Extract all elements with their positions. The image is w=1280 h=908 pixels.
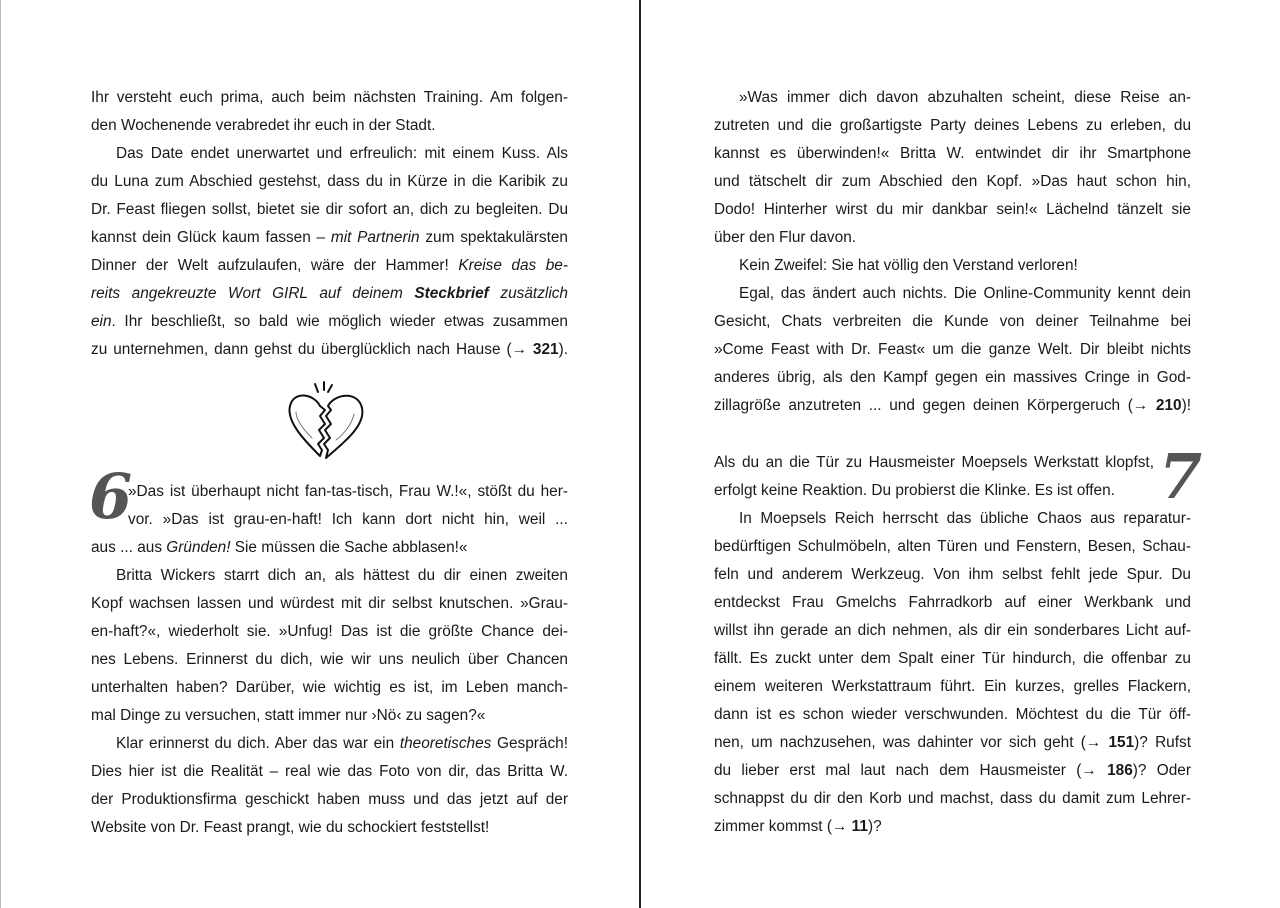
text-segment: kannst dein Glück kaum fassen – [91, 229, 331, 246]
text-line [739, 509, 1191, 529]
text-segment: dann ist es schon wieder verschwunden. Möchtest du die Tür öff- [714, 706, 1191, 723]
text-segment: vor. »Das ist grau-en-haft! Ich kann dort nicht hin, weil ... [128, 511, 568, 528]
text-segment: Dinner der Welt aufzulaufen, wäre der Hammer! [91, 257, 459, 274]
text-segment: ein [91, 313, 112, 330]
text-segment: Dodo! Hinterher wirst du mir dankbar sein!« Lächelnd tänzelt sie [714, 201, 1191, 218]
text-line [714, 144, 1191, 164]
text-segment: unterhalten haben? Darüber, wie wichtig es ist, im Leben manch- [91, 679, 568, 696]
text-segment: Website von Dr. Feast prangt, wie du schockiert feststellst! [91, 819, 490, 836]
arrow-icon: → [832, 818, 852, 835]
text-line [714, 368, 1191, 388]
text-line [128, 482, 568, 502]
text-segment: fällt. Es zuckt unter dem Spalt einer Tür hindurch, die offenbar zu [714, 650, 1191, 667]
text-segment: du lieber erst mal laut nach dem Hausmeister ( [714, 762, 1082, 779]
text-segment: »Was immer dich davon abzuhalten scheint, diese Reise an- [739, 89, 1191, 106]
arrow-icon: → [511, 341, 533, 358]
text-line [714, 565, 1191, 585]
text-segment: über den Flur davon. [714, 229, 857, 246]
text-segment: entdeckst Frau Gmelchs Fahrradkorb auf einer Werkbank und [714, 594, 1191, 611]
text-segment: )? Rufst [1134, 734, 1191, 751]
arrow-icon: → [1081, 762, 1108, 779]
text-line [714, 453, 1154, 473]
section-reference[interactable]: 321 [532, 341, 559, 358]
text-line [91, 762, 568, 782]
text-segment: Egal, das ändert auch nichts. Die Online-Community kennt dein [739, 285, 1191, 302]
text-line [714, 312, 1191, 332]
text-line [91, 706, 568, 726]
text-segment: Kein Zweifel: Sie hat völlig den Verstand verloren! [739, 257, 1078, 274]
text-segment: und tätschelt dir zum Abschied den Kopf. »Das haut schon hin, [714, 173, 1191, 190]
text-segment: »Das ist überhaupt nicht fan-tas-tisch, Frau W.!«, stößt du her- [128, 483, 568, 500]
text-line [714, 705, 1191, 725]
text-segment: »Come Feast with Dr. Feast« um die ganze Welt. Dir bleibt nichts [714, 341, 1191, 358]
text-segment: )? [867, 818, 882, 835]
text-line [91, 678, 568, 698]
text-segment: anderes übrig, als den Kampf gegen ein massives Cringe in God- [714, 369, 1191, 386]
text-segment: nen, um nachzusehen, was dahinter vor sich geht ( [714, 734, 1086, 751]
text-segment: zu unternehmen, dann gehst du überglücklich nach Hause ( [91, 341, 512, 358]
broken-heart-icon [284, 380, 368, 460]
text-segment: Steckbrief [414, 285, 489, 302]
text-line [91, 340, 568, 360]
text-line [714, 396, 1191, 416]
text-line [714, 172, 1191, 192]
text-segment: kannst es überwinden!« Britta W. entwindet dir ihr Smartphone [714, 145, 1191, 162]
text-segment: Gründen! [166, 539, 231, 556]
text-line [714, 621, 1191, 641]
text-segment: zum spektakulärsten [419, 229, 568, 246]
text-line [714, 200, 1191, 220]
text-line [714, 537, 1191, 557]
text-line [714, 789, 1191, 809]
text-segment: ). [558, 341, 569, 358]
text-line [91, 116, 568, 136]
text-line [91, 312, 568, 332]
text-segment: du Luna zum Abschied gestehst, dass du in Kürze in die Karibik zu [91, 173, 568, 190]
text-segment: mal Dinge zu versuchen, statt immer nur ›Nö‹ zu sagen?« [91, 707, 486, 724]
text-segment: en-haft?«, wiederholt sie. »Unfug! Das ist die größte Chance dei- [91, 623, 568, 640]
text-line [714, 677, 1191, 697]
text-line [91, 538, 568, 558]
text-segment: der Produktionsfirma geschickt haben muss und das jetzt auf der [91, 791, 568, 808]
text-line [91, 622, 568, 642]
text-segment: willst ihn gerade an dich nehmen, als dir ein sonderbares Licht auf- [714, 622, 1191, 639]
text-line [739, 256, 1191, 276]
text-line [116, 734, 568, 754]
text-segment: Klar erinnerst du dich. Aber das war ein [116, 735, 400, 752]
section-reference[interactable]: 151 [1108, 734, 1135, 751]
text-segment: Kreise das be- [458, 257, 568, 274]
text-segment: schnappst du dir den Korb und machst, dass du damit zum Lehrer- [714, 790, 1191, 807]
text-line [714, 228, 1191, 248]
text-segment: erfolgt keine Reaktion. Du probierst die Klinke. Es ist offen. [714, 482, 1115, 499]
right-page [641, 0, 1280, 908]
arrow-icon: → [1085, 734, 1109, 751]
text-line [714, 761, 1191, 781]
text-line [714, 649, 1191, 669]
text-segment: Britta Wickers starrt dich an, als hättest du dir einen zweiten [116, 567, 568, 584]
text-segment: zillagröße anzutreten ... und gegen deinen Körpergeruch ( [714, 397, 1133, 414]
text-line [739, 284, 1191, 304]
text-line [116, 566, 568, 586]
text-line [91, 818, 568, 838]
text-segment: zutreten und die großartigste Party deines Lebens zu erleben, du [714, 117, 1191, 134]
section-number-7: 7 [1159, 440, 1203, 513]
text-segment: Dr. Feast fliegen sollst, bietet sie dir sofort an, dich zu begleiten. Du [91, 201, 568, 218]
text-segment: einem weiteren Werkstattraum führt. Ein kurzes, grelles Flackern, [714, 678, 1191, 695]
text-line [91, 228, 568, 248]
text-line [714, 340, 1191, 360]
text-segment: Sie müssen die Sache abblasen!« [230, 539, 468, 556]
text-line [91, 88, 568, 108]
text-line [91, 790, 568, 810]
text-segment: Gespräch! [491, 735, 568, 752]
text-line [91, 594, 568, 614]
section-reference[interactable]: 186 [1107, 762, 1133, 779]
text-segment: zusätzlich [488, 285, 568, 302]
text-segment: den Wochenende verabredet ihr euch in der Stadt. [91, 117, 436, 134]
text-segment: Kopf wachsen lassen und würdest mit dir selbst knutschen. »Grau- [91, 595, 568, 612]
text-line [91, 650, 568, 670]
text-segment: Gesicht, Chats verbreiten die Kunde von deiner Teilnahme bei [714, 313, 1191, 330]
text-line [739, 88, 1191, 108]
text-segment: Das Date endet unerwartet und erfreulich: mit einem Kuss. Als [116, 145, 568, 162]
text-segment: . Ihr beschließt, so bald wie möglich wieder etwas zusammen [111, 313, 568, 330]
text-segment: )! [1181, 397, 1192, 414]
arrow-icon: → [1132, 397, 1156, 414]
section-number-6: 6 [89, 460, 133, 533]
text-segment: Dies hier ist die Realität – real wie das Foto von dir, das Britta W. [91, 763, 568, 780]
text-line [714, 593, 1191, 613]
text-line [91, 256, 568, 276]
text-line [714, 817, 1191, 837]
text-line [116, 144, 568, 164]
section-reference[interactable]: 11 [851, 818, 868, 835]
text-line [714, 116, 1191, 136]
text-segment: In Moepsels Reich herrscht das übliche Chaos aus reparatur- [739, 510, 1191, 527]
text-line [91, 284, 568, 304]
text-line [91, 200, 568, 220]
text-segment: bedürftigen Schulmöbeln, alten Türen und Fenstern, Besen, Schau- [714, 538, 1191, 555]
text-line [128, 510, 568, 530]
text-segment: zimmer kommst ( [714, 818, 832, 835]
section-reference[interactable]: 210 [1155, 397, 1182, 414]
text-segment: reits angekreuzte Wort GIRL auf deinem [91, 285, 415, 302]
text-segment: aus ... aus [91, 539, 167, 556]
text-segment: Als du an die Tür zu Hausmeister Moepsels Werkstatt klopfst, [714, 454, 1154, 471]
text-segment: )? Oder [1132, 762, 1191, 779]
text-line [91, 172, 568, 192]
text-segment: nes Lebens. Erinnerst du dich, wie wir uns neulich über Chancen [91, 651, 568, 668]
text-segment: mit Partnerin [330, 229, 420, 246]
text-segment: feln und anderem Werkzeug. Von ihm selbst fehlt jede Spur. Du [714, 566, 1191, 583]
text-segment: theoretisches [399, 735, 492, 752]
text-line [714, 481, 1154, 501]
text-line [714, 733, 1191, 753]
text-segment: Ihr versteht euch prima, auch beim nächsten Training. Am folgen- [91, 89, 568, 106]
